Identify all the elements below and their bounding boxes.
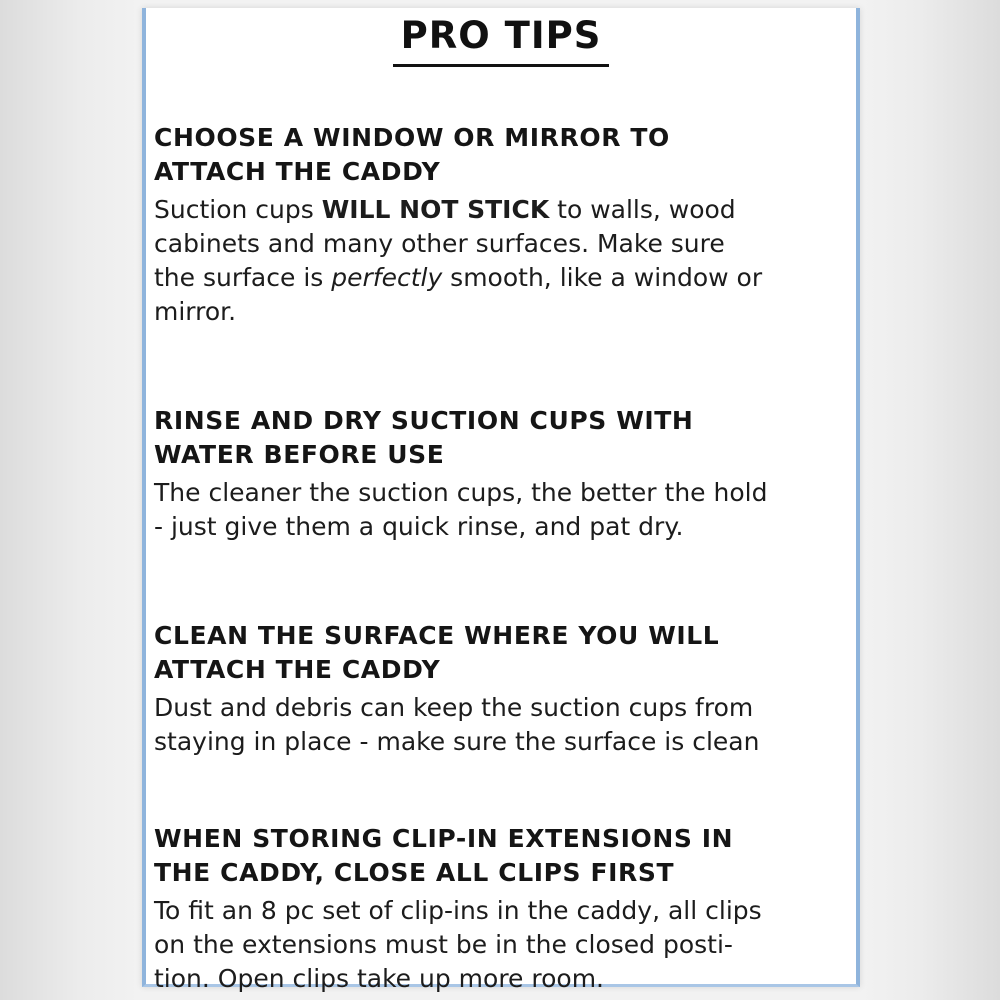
- tip-heading: [154, 404, 854, 472]
- tip-close-clips: [154, 822, 854, 996]
- tip-body: [154, 894, 854, 996]
- text-segment: the surface is: [154, 263, 332, 292]
- tip-rinse-dry: [154, 404, 854, 544]
- tip-body-line: The cleaner the suction cups, the better the hold: [154, 478, 768, 507]
- tip-body-line: tion. Open clips take up more room.: [154, 964, 604, 993]
- tip-body-line: staying in place - make sure the surface is clean: [154, 727, 760, 756]
- tip-body-line: Dust and debris can keep the suction cups from: [154, 693, 754, 722]
- tip-heading-line: ATTACH THE CADDY: [154, 157, 441, 186]
- tip-body-line: To fit an 8 pc set of clip-ins in the caddy, all clips: [154, 896, 762, 925]
- tip-heading: [154, 619, 854, 687]
- text-segment: smooth, like a window or: [442, 263, 763, 292]
- emphasis-italic: perfectly: [331, 263, 443, 292]
- tip-heading-line: WHEN STORING CLIP-IN EXTENSIONS IN: [154, 824, 734, 853]
- tip-body-line: mirror.: [154, 297, 237, 326]
- tip-heading-line: CLEAN THE SURFACE WHERE YOU WILL: [154, 621, 720, 650]
- tip-body: [154, 691, 854, 759]
- tip-heading-line: WATER BEFORE USE: [154, 440, 445, 469]
- text-segment: Suction cups: [154, 195, 322, 224]
- text-segment: to walls, wood: [549, 195, 736, 224]
- tip-heading: [154, 822, 854, 890]
- tip-body-line: [154, 193, 854, 227]
- pro-tips-card: [142, 8, 860, 993]
- tip-clean-surface: [154, 619, 854, 759]
- tip-body-line: on the extensions must be in the closed posti-: [154, 930, 733, 959]
- tip-body-line: cabinets and many other surfaces. Make sure: [154, 229, 725, 258]
- tip-heading-line: ATTACH THE CADDY: [154, 655, 441, 684]
- tip-body: [154, 193, 854, 329]
- tip-body: [154, 476, 854, 544]
- tip-heading: [154, 121, 854, 189]
- tip-heading-line: RINSE AND DRY SUCTION CUPS WITH: [154, 406, 694, 435]
- tip-body-line: - just give them a quick rinse, and pat dry.: [154, 512, 684, 541]
- page-title: [146, 14, 856, 67]
- page-title-text: PRO TIPS: [393, 14, 610, 67]
- emphasis-bold: WILL NOT STICK: [321, 195, 550, 224]
- tips-list: [154, 121, 854, 996]
- tip-body-line: [154, 261, 854, 295]
- tip-heading-line: CHOOSE A WINDOW OR MIRROR TO: [154, 123, 670, 152]
- tip-heading-line: THE CADDY, CLOSE ALL CLIPS FIRST: [154, 858, 675, 887]
- tip-choose-window: [154, 121, 854, 329]
